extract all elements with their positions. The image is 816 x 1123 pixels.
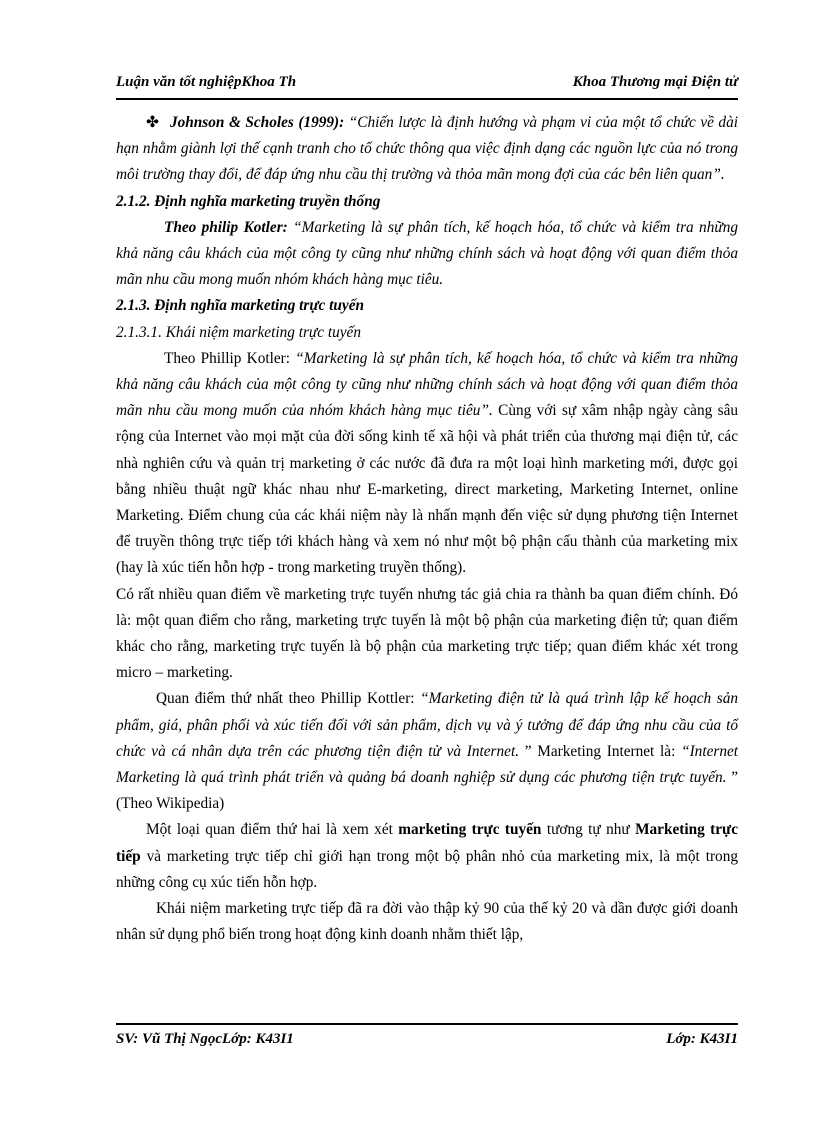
section-heading-2-1-2: 2.1.2. Định nghĩa marketing truyền thống [116, 192, 381, 210]
section-heading-2-1-3-1: 2.1.3.1. Khái niệm marketing trực tuyến [116, 323, 361, 341]
bold-term: Marketing trực tiếp [116, 821, 738, 865]
paragraph-three-views: Có rất nhiều quan điểm về marketing trực tuyến nhưng tác giả chia ra thành ba quan điểm chính. Đó là: một quan điểm cho rằng, marketing trực tuyến là một bộ phận của marketing điện tử; quan điểm khác cho rằng, marketing trực tuyến là bộ phận của marketing trực tiếp; quan điểm khác xét trong micro – marketing. [116, 585, 738, 682]
header-thesis-title: Luận văn tốt nghiệpKhoa Th [116, 74, 297, 90]
paragraph-text: ” (Theo Wikipedia) [116, 769, 738, 813]
citation-author: Theo philip Kotler: [164, 218, 288, 236]
paragraph-lead: Theo Phillip Kotler: [164, 349, 296, 367]
paragraph-johnson-scholes [116, 110, 738, 189]
paragraph-first-view [116, 686, 738, 817]
citation-quote: “Marketing là sự phân tích, kế hoạch hóa, tổ chức và kiểm tra những khả năng câu khách của một công ty cũng như những chính sách và hoạt động với quan điểm thỏa mãn nhu cầu mong muốn nhóm khách hàng mục tiêu. [116, 218, 738, 289]
paragraph-text: ” Marketing Internet là: [519, 742, 682, 760]
paragraph-text: tương tự như [541, 821, 636, 839]
citation-quote: “Marketing là sự phân tích, kế hoạch hóa, tổ chức và kiểm tra những khả năng câu khách của một công ty cũng như những chính sách và hoạt động với quan điểm thỏa mãn nhu cầu mong muốn của nhóm khách hàng mục tiêu”. [116, 349, 738, 420]
citation-quote: “Marketing điện tử là quá trình lập kế hoạch sản phẩm, giá, phân phối và xúc tiến đối với sản phẩm, dịch vụ và ý tưởng để đáp ứng nhu cầu của tổ chức và cá nhân dựa trên các phương tiện điện tử và Internet. [116, 690, 739, 760]
paragraph-direct-marketing: Khái niệm marketing trực tiếp đã ra đời vào thập kỷ 90 của thế kỷ 20 và dần được giới doanh nhân sử dụng phổ biến trong hoạt động kinh doanh nhằm thiết lập, [116, 900, 738, 944]
paragraph-text: Một loại quan điểm thứ hai là xem xét [146, 821, 399, 839]
footer-student: SV: Vũ Thị NgọcLớp: K43I1 [116, 1031, 294, 1047]
footer-class: Lớp: K43I1 [666, 1031, 738, 1047]
paragraph-second-view [116, 817, 738, 896]
section-heading-2-1-3: 2.1.3. Định nghĩa marketing trực tuyến [116, 297, 365, 315]
paragraph-kotler-online [116, 346, 738, 582]
bullet-icon: ✤ [146, 114, 159, 131]
paragraph-text: Cùng với sự xâm nhập ngày càng sâu rộng của Internet vào mọi mặt của đời sống kinh tế xã hội và phát triển của thương mại điện tử, các nhà nghiên cứu và quản trị marketing ở các nước đã đưa ra một loại hình marketing mới, được gọi bằng nhiều thuật ngữ khác nhau như E-marketing, direct marketing, Marketing Internet, online Marketing. Điểm chung của các khái niệm này là nhấn mạnh đến việc sử dụng phương tiện Internet để truyền thông trực tiếp tới khách hàng và xem nó như một bộ phận cấu thành của marketing mix (hay là xúc tiến hỗn hợp - trong marketing truyền thống). [116, 402, 739, 577]
page-body [116, 110, 738, 949]
citation-author: Johnson & Scholes (1999): [170, 114, 345, 131]
page-footer [116, 1023, 738, 1051]
paragraph-text: và marketing trực tiếp chỉ giới hạn trong một bộ phân nhỏ của marketing mix, là một trong những công cụ xúc tiến hỗn hợp. [116, 847, 738, 891]
bold-term: marketing trực tuyến [398, 821, 542, 839]
page-header [116, 72, 738, 100]
citation-quote: “Chiến lược là định hướng và phạm vi của một tổ chức về dài hạn nhằm giành lợi thế cạnh tranh cho tổ chức thông qua việc định dạng các nguồn lực của nó trong môi trường thay đổi, để đáp ứng nhu cầu thị trường và thỏa mãn mong đợi của các bên liên quan”. [116, 114, 738, 184]
paragraph-kotler-traditional [116, 215, 738, 294]
citation-quote-wikipedia: “Internet Marketing là quá trình phát triển và quảng bá doanh nghiệp sử dụng các phương tiện trực tuyến. [116, 742, 739, 787]
paragraph-lead: Quan điểm thứ nhất theo Phillip Kottler: [156, 690, 421, 708]
header-faculty: Khoa Thương mại Điện tử [572, 74, 738, 90]
